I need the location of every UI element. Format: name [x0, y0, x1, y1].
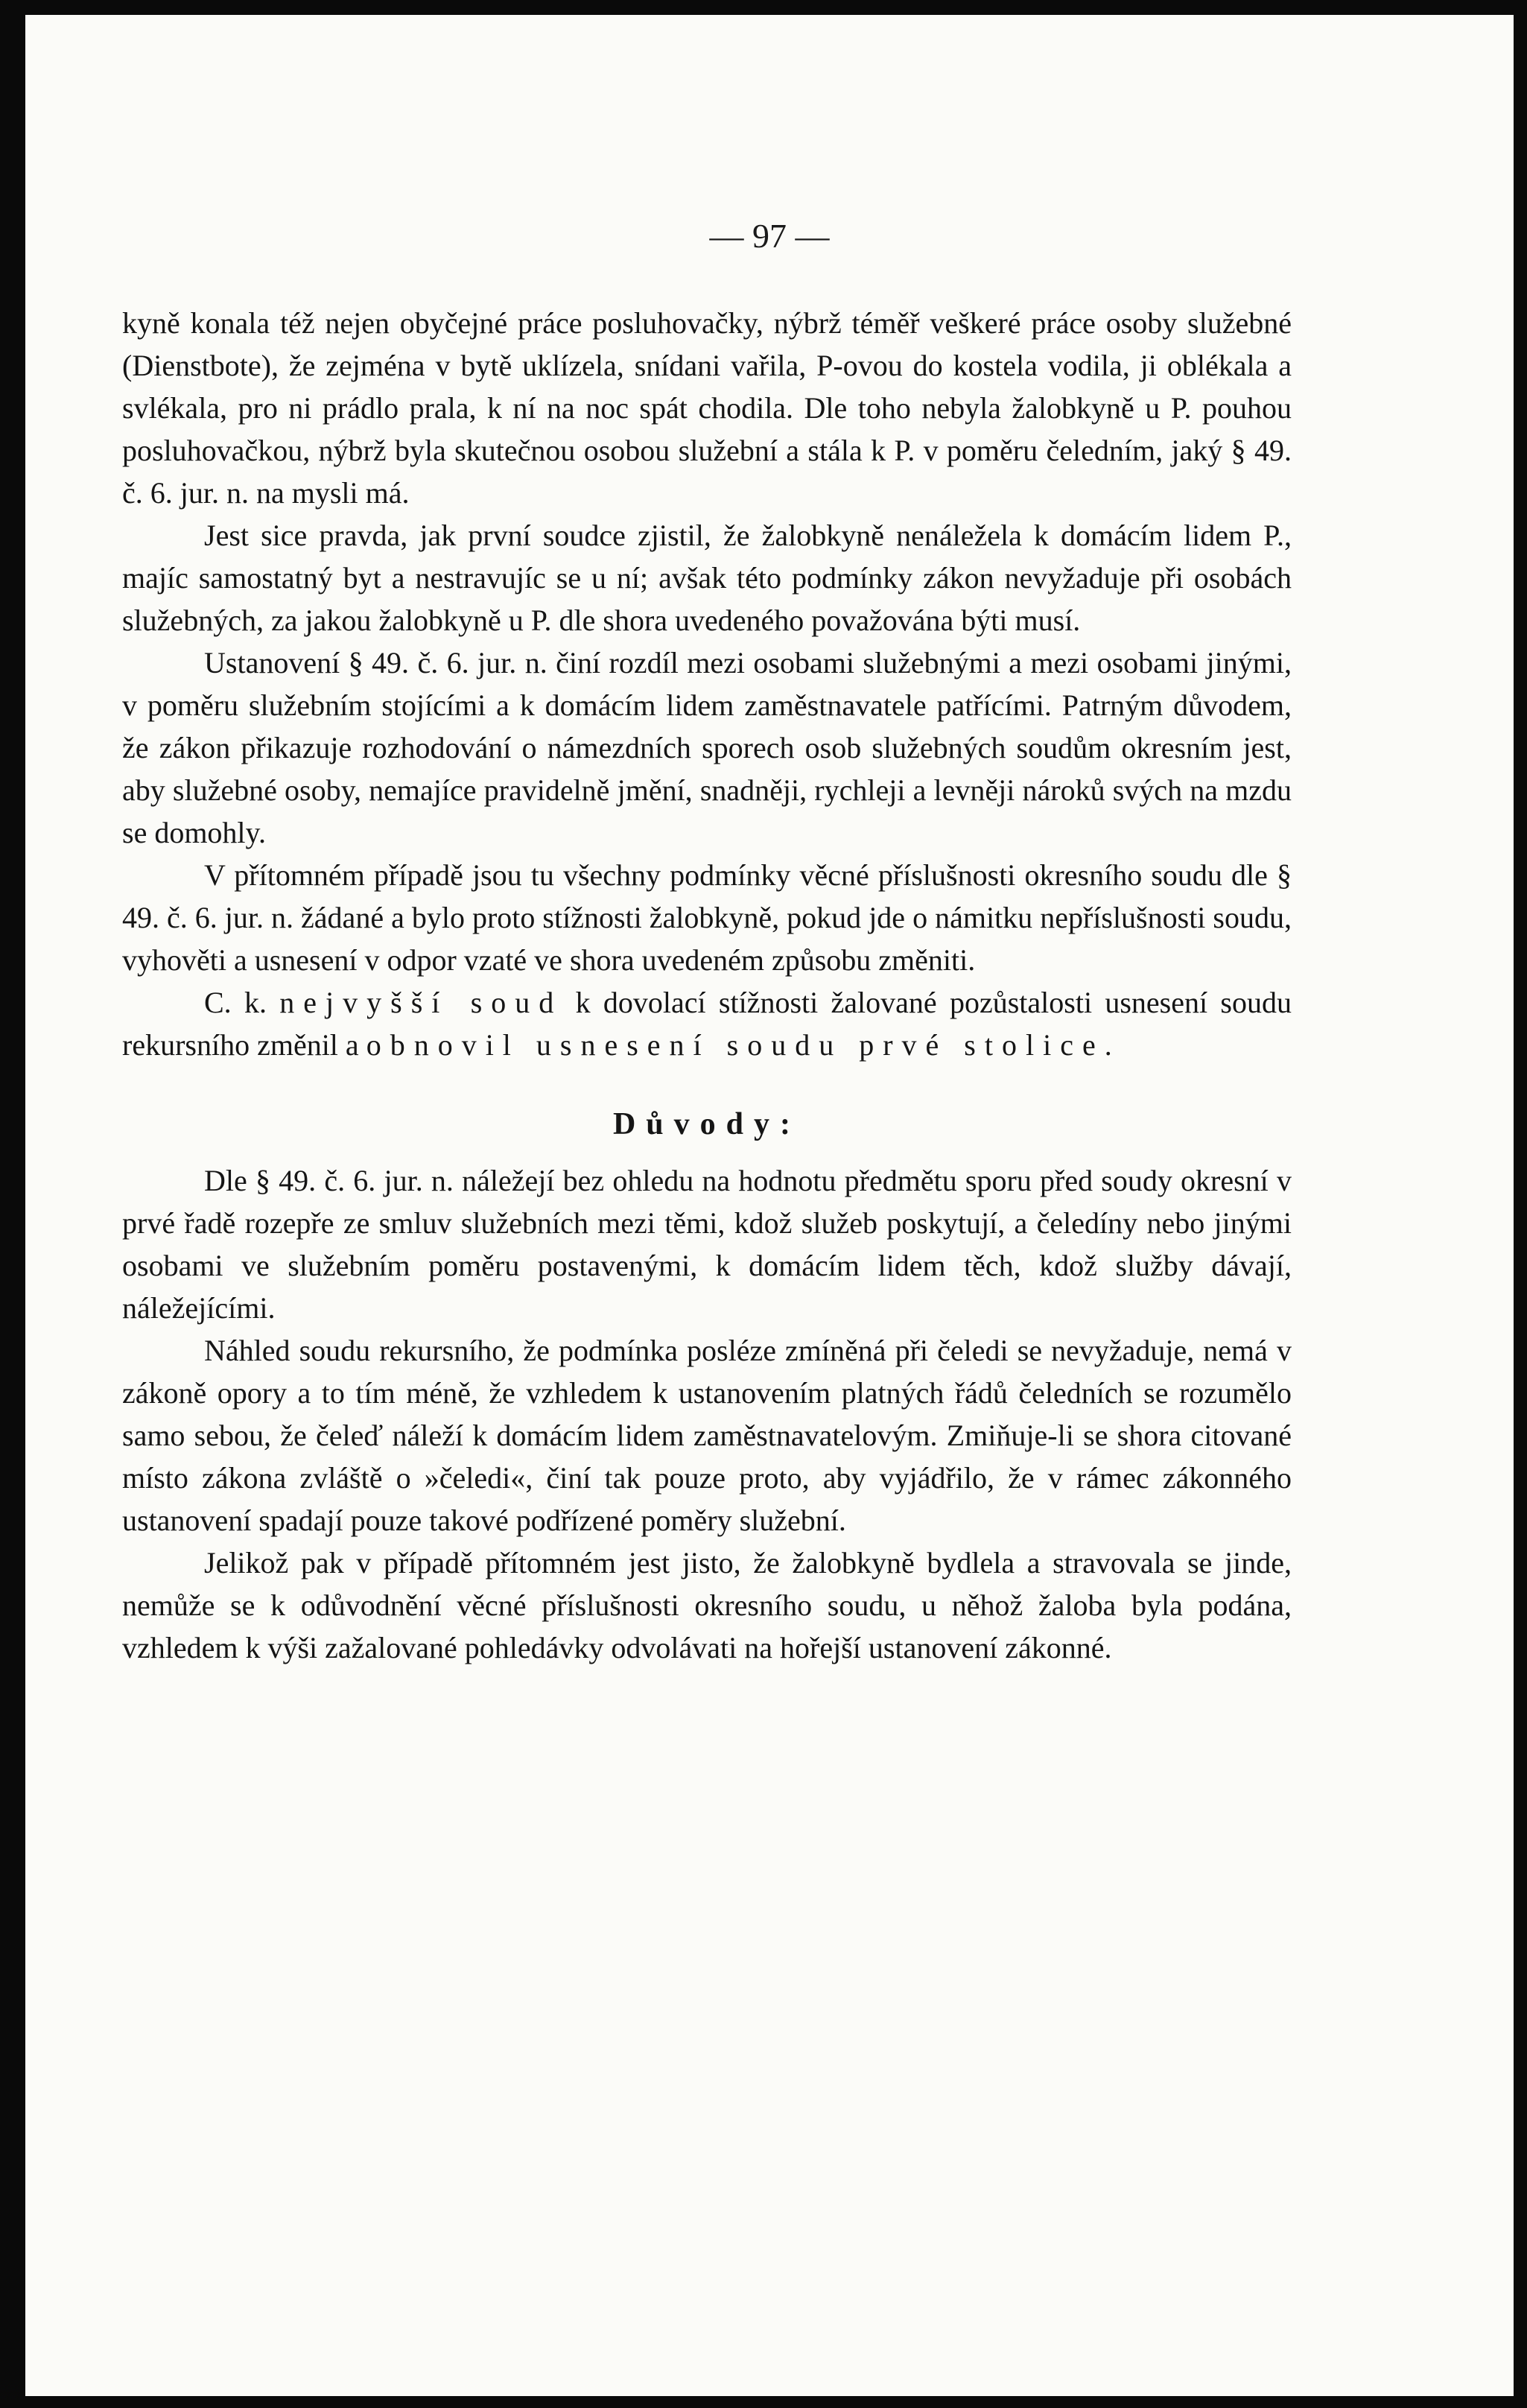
- ruling-middle: k dovolací stížnosti žalované pozůstalosti usnesení soudu rekursního změnil a: [122, 986, 1292, 1062]
- page-number: — 97 —: [709, 217, 830, 255]
- paragraph: Ustanovení § 49. č. 6. jur. n. činí rozdíl mezi osobami služebnými a mezi osobami jinými, v poměru služebním stojícími a k domácím lidem zaměstnavatele patřícími. Patrným důvodem, že zákon přikazuje rozhodování o námezdních sporech osob služebných soudům okresním jest, aby služebné osoby, nemajíce pravidelně jmění, snadněji, rychleji a levněji nároků svých na mzdu se domohly.: [122, 646, 1292, 849]
- paragraph: Jelikož pak v případě přítomném jest jisto, že žalobkyně bydlela a stravovala se jinde, nemůže se k odůvodnění věcné příslušnosti okresního soudu, u něhož žaloba byla podána, vzhledem k výši zažalované pohledávky odvolávati na hořejší ustanovení zákonné.: [122, 1546, 1292, 1664]
- paragraph-ruling: [122, 981, 1292, 1066]
- paragraph: Náhled soudu rekursního, že podmínka posléze zmíněná při čeledi se nevyžaduje, nemá v zákoně opory a to tím méně, že vzhledem k ustanovením platných řádů čeledních se rozumělo samo sebou, že čeleď náleží k domácím lidem zaměstnavatelovým. Zmiňuje-li se shora citované místo zákona zvláště o »čeledi«, činí tak pouze proto, aby vyjádřilo, že v rámec zákonného ustanovení spadají pouze takové podřízené poměry služební.: [122, 1334, 1292, 1537]
- body-text: [122, 302, 1292, 1669]
- paragraph: Dle § 49. č. 6. jur. n. náležejí bez ohledu na hodnotu předmětu sporu před soudy okresní v prvé řadě rozepře ze smluv služebních mezi těmi, kdož služeb poskytují, a čeledíny nebo jinými osobami ve služebním poměru postavenými, k domácím lidem těch, kdož služby dávají, náležejícími.: [122, 1164, 1292, 1325]
- ruling-restored: obnovil usnesení soudu prvé stolice: [366, 1028, 1105, 1062]
- ruling-start: C. k.: [204, 986, 280, 1019]
- ruling-end: .: [1104, 1028, 1112, 1062]
- court-name: nejvyšší soud: [279, 986, 563, 1019]
- paragraph-continued: kyně konala též nejen obyčejné práce posluhovačky, nýbrž téměř veškeré práce osoby služebné (Dienstbote), že zejména v bytě uklízela, snídani vařila, P-ovou do kostela vodila, ji oblékala a svlékala, pro ni prádlo prala, k ní na noc spát chodila. Dle toho nebyla žalobkyně u P. pouhou posluhovačkou, nýbrž byla skutečnou osobou služební a stála k P. v poměru čeledním, jaký § 49. č. 6. jur. n. na mysli má.: [122, 306, 1292, 510]
- scanned-page: [25, 15, 1514, 2396]
- paragraph: V přítomném případě jsou tu všechny podmínky věcné příslušnosti okresního soudu dle § 49. č. 6. jur. n. žádané a bylo proto stížnosti žalobkyně, pokud jde o námitku nepříslušnosti soudu, vyhověti a usnesení v odpor vzaté ve shora uvedeném způsobu změniti.: [122, 858, 1292, 977]
- paragraph: Jest sice pravda, jak první soudce zjistil, že žalobkyně nenáležela k domácím lidem P., majíc samostatný byt a nestravujíc se u ní; avšak této podmínky zákon nevyžaduje při osobách služebných, za jakou žalobkyně u P. dle shora uvedeného považována býti musí.: [122, 519, 1292, 637]
- section-heading: Důvody:: [612, 1107, 801, 1141]
